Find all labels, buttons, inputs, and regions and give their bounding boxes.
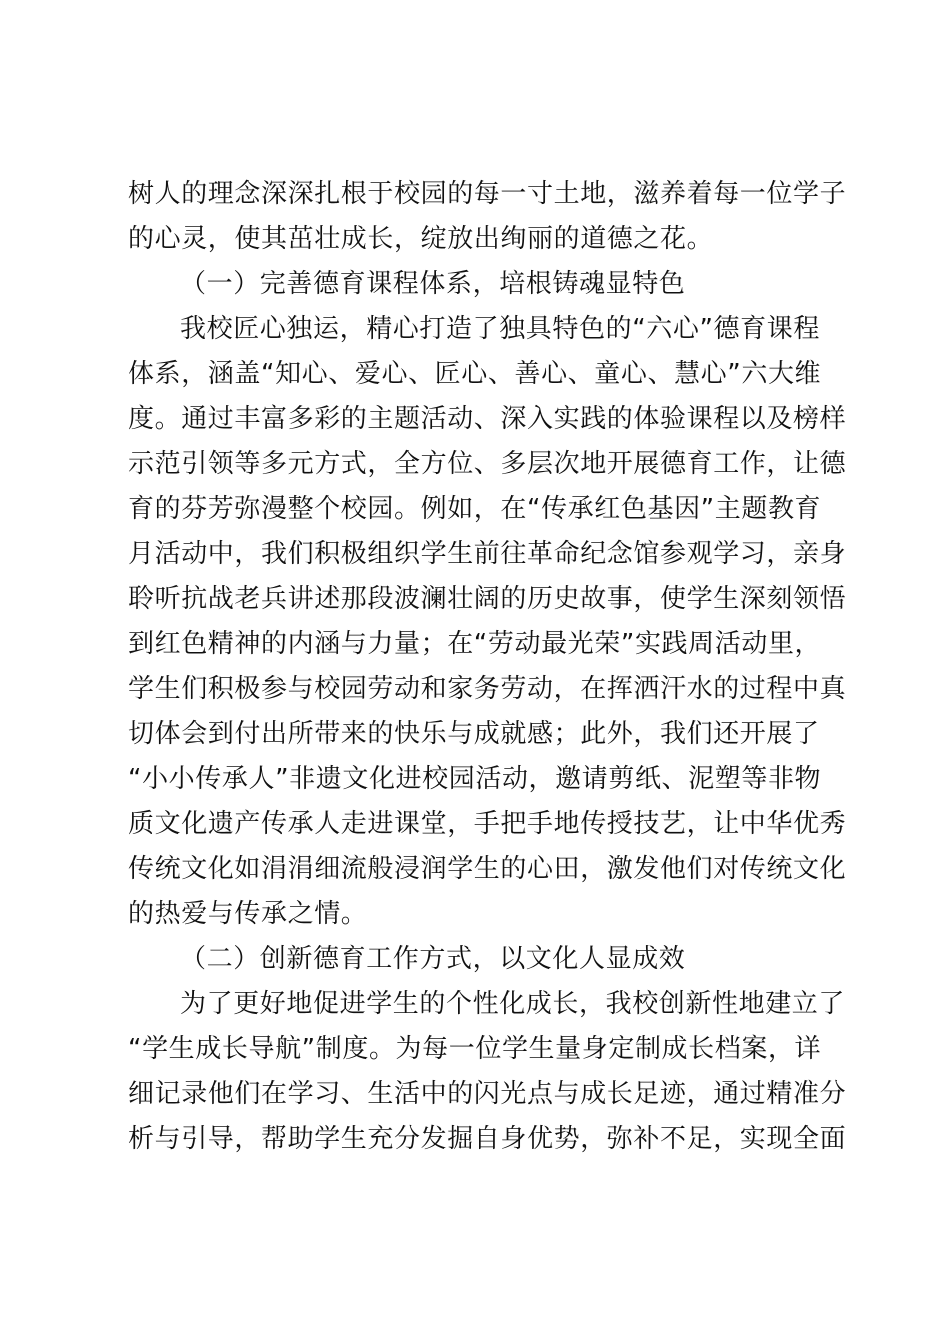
text-line: “学生成长导航”制度。为每一位学生量身定制成长档案，详 <box>128 1034 822 1064</box>
text-line: “小小传承人”非遗文化进校园活动，邀请剪纸、泥塑等非物 <box>128 764 822 794</box>
text-line: 细记录他们在学习、生活中的闪光点与成长足迹，通过精准分 <box>128 1079 847 1109</box>
text-line: 传统文化如涓涓细流般浸润学生的心田，激发他们对传统文化 <box>128 854 847 884</box>
text-line: 育的芬芳弥漫整个校园。例如，在“传承红色基因”主题教育 <box>128 494 822 524</box>
text-line: 体系，涵盖“知心、爱心、匠心、善心、童心、慧心”六大维 <box>128 359 822 389</box>
text-line: 度。通过丰富多彩的主题活动、深入实践的体验课程以及榜样 <box>128 404 847 434</box>
text-line: 的热爱与传承之情。 <box>128 899 368 929</box>
section-heading: （二）创新德育工作方式，以文化人显成效 <box>180 944 686 974</box>
section-heading: （一）完善德育课程体系，培根铸魂显特色 <box>180 269 686 299</box>
text-line: 月活动中，我们积极组织学生前往革命纪念馆参观学习，亲身 <box>128 539 847 569</box>
text-line: 析与引导，帮助学生充分发掘自身优势，弥补不足，实现全面 <box>128 1124 847 1154</box>
text-line: 到红色精神的内涵与力量；在“劳动最光荣”实践周活动里， <box>128 629 822 659</box>
text-line: 聆听抗战老兵讲述那段波澜壮阔的历史故事，使学生深刻领悟 <box>128 584 847 614</box>
text-line: 学生们积极参与校园劳动和家务劳动，在挥洒汗水的过程中真 <box>128 674 847 704</box>
body-text <box>128 172 847 1162</box>
text-line: 的心灵，使其茁壮成长，绽放出绚丽的道德之花。 <box>128 224 714 254</box>
text-line: 树人的理念深深扎根于校园的每一寸土地，滋养着每一位学子 <box>128 179 847 209</box>
paragraph-first-line: 我校匠心独运，精心打造了独具特色的“六心”德育课程 <box>180 314 820 344</box>
text-line: 示范引领等多元方式，全方位、多层次地开展德育工作，让德 <box>128 449 847 479</box>
paragraph-first-line: 为了更好地促进学生的个性化成长，我校创新性地建立了 <box>180 989 846 1019</box>
text-line: 质文化遗产传承人走进课堂，手把手地传授技艺，让中华优秀 <box>128 809 847 839</box>
text-line: 切体会到付出所带来的快乐与成就感；此外，我们还开展了 <box>128 719 820 749</box>
